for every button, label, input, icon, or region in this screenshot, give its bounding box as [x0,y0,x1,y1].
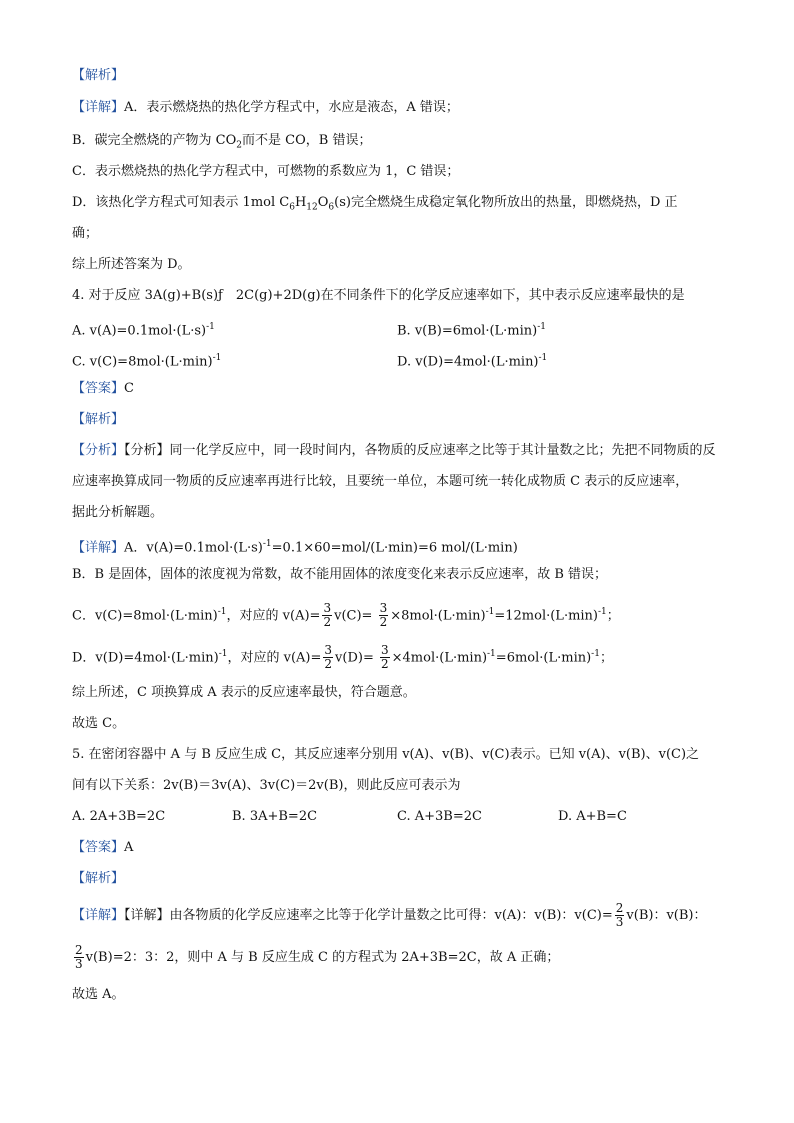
q4-detail-d-text4: =6mol·(L·min) [495,650,592,666]
q4-option-d [397,348,547,372]
q3-d-text2: (s)完全燃烧生成稳定氧化物所放出的热量，即燃烧热，D 正 [334,195,678,210]
q3-detail-b [72,131,734,156]
q4-option-c-text: C. v(C)=8mol·(L·min) [72,354,213,370]
q3-detail-d [72,193,734,218]
exponent: -1 [485,607,495,617]
analysis-tag-q5: 【解析】 [72,871,125,886]
q5-conclusion: 故选 A。 [72,987,125,1002]
exponent: -1 [537,322,547,332]
rate-vb: v(B) [85,950,113,965]
q4-detail-c: C．$v(C)=8mol\cdot(L\cdot\min)^{-1}$，对应的 v(A)= $\frac{3}{2}$ v(C)= $\frac{3}{2}$ $\times 8mol\cdot(L\cdot\min)^{-1}=12mol\cdot(L\cdot\min)^{-1}$； [72,601,620,630]
numerator: 3 [324,643,333,658]
q5-option-d: D. A+B=C [558,809,627,824]
exponent: -1 [217,607,227,617]
q3-detail-a [72,98,734,118]
numerator: 3 [381,643,389,658]
exponent: -1 [212,353,222,363]
q4-detail-b: B．B 是固体，固体的浓度视为常数，故不能用固体的浓度变化来表示反应速率，故 B 错误； [72,567,608,582]
fraction-two-thirds [615,902,625,929]
numerator: 3 [379,601,388,616]
fraction-three-halves-3 [323,644,333,671]
denominator: 2 [379,615,388,630]
analysis-tag-q4: 【解析】 [72,412,125,427]
q4-detail-a-text2: =0.1×60=mol/(L·min)=6 mol/(L·min) [271,540,518,556]
q5-answer-value: A [124,840,134,855]
analysis-tag-q3: 【解析】 [72,68,125,83]
exponent: -1 [262,539,272,549]
h-symbol: H [294,195,307,210]
o-subscript: 6 [328,202,335,213]
q4-detail-a-text: A．v(A)=0.1mol·(L·s) [124,540,263,556]
q4-detail-a [72,534,734,558]
q4-detail-d-text3: ×4mol·(L·min) [391,650,488,666]
denominator: 3 [75,957,83,971]
q5-stem-1: 5. 在密闭容器中 A 与 B 反应生成 C，其反应速率分别用 v(A)、v(B)、v(C)表示。已知 v(A)、v(B)、v(C)之 [72,747,700,762]
o-symbol: O [317,195,329,210]
q4-analysis-3: 据此分析解题。 [72,505,164,520]
q5-detail-1 [72,900,734,932]
exponent: -1 [218,649,228,659]
analyze-tag: 【分析】 [72,443,125,458]
q5-option-b: B. 3A+B=2C [232,809,318,824]
rate-vc: v(C) [334,608,362,624]
q4-detail-c-text2: ，对应的 v(A)= [226,608,321,624]
q3-conclusion: 综上所述答案为 D。 [72,257,191,272]
q5-detail-2 [72,942,734,974]
q4-analysis-1 [72,441,734,461]
q5-option-c: C. A+3B=2C [397,809,482,824]
q4-option-a [72,317,215,341]
exponent: -1 [487,649,496,659]
q4-conclusion-1: 综上所述，C 项换算成 A 表示的反应速率最快，符合题意。 [72,685,416,700]
q5-detail-2-text: =2：3：2，则中 A 与 B 反应生成 C 的方程式为 2A+3B=2C，故 A 正确； [112,950,560,965]
numerator: 2 [75,943,83,957]
semicolon: ； [606,608,620,624]
denominator: 3 [615,915,624,929]
h-subscript: 12 [306,202,318,213]
detail-tag: 【详解】 [72,908,125,923]
q4-option-b-text: B. v(B)=6mol·(L·min) [397,323,538,339]
q5-answer [72,838,734,858]
q4-answer [72,379,734,399]
q3-d-text: D．该热化学方程式可知表示 1mol C [72,195,290,210]
exponent: -1 [591,649,600,659]
q4-stem: 4. 对于反应 3A(g)+B(s)ƒ 2C(g)+2D(g)在不同条件下的化学反应速率如下，其中表示反应速率最快的是 [72,288,685,303]
q4-detail-d: D．$v(D)=4mol\cdot(L\cdot\min)^{-1}$，对应的 v(A)= $\frac{3}{2}$ v(D)= $\frac{3}{2}$ $\times 4mol\cdot(L\cdot\min)^{-1}=6mol\cdot(L\cdot\min)^{-1}$； [72,643,613,672]
q4-option-b [397,317,546,341]
q4-detail-c-text4: =12mol·(L·min) [494,608,599,624]
q4-option-a-text: A. v(A)=0.1mol·(L·s) [72,323,207,339]
q3-detail-c: C．表示燃烧热的热化学方程式中，可燃物的系数应为 1，C 错误； [72,164,460,179]
q4-conclusion-2: 故选 C。 [72,716,126,731]
q4-option-c [72,348,221,372]
numerator: 3 [323,601,332,616]
exponent: -1 [598,607,607,617]
q4-answer-value: C [124,381,134,396]
semicolon: ； [599,650,613,666]
fraction-two-thirds-2 [74,944,84,971]
denominator: 2 [323,615,332,630]
fraction-three-halves-2 [379,602,389,629]
q3-b-text: B．碳完全燃烧的产物为 CO [72,133,237,148]
q5-detail-1-text: 【详解】由各物质的化学反应速率之比等于化学计量数之比可得：v(A)：v(B)：v(C)= [124,908,613,923]
q3-detail-a-text: A．表示燃烧热的热化学方程式中，水应是液态，A 错误； [124,100,459,115]
co2-subscript: 2 [236,140,243,151]
q4-analysis-2: 应速率换算成同一物质的反应速率再进行比较，且要统一单位，本题可统一转化成物质 C 表示的反应速率， [72,474,689,489]
denominator: 2 [381,657,389,672]
fraction-three-halves-4 [380,644,390,671]
answer-tag: 【答案】 [72,840,125,855]
denominator: 2 [324,657,333,672]
rate-vb: v(B) [626,908,654,923]
q4-detail-c-text3: ×8mol·(L·min) [390,608,486,624]
exponent: -1 [206,322,215,332]
q5-stem-2: 间有以下关系：2v(B)＝3v(A)、3v(C)＝2v(B)，则此反应可表示为 [72,778,461,793]
detail-tag: 【详解】 [72,540,125,556]
q4-analysis-1-text: 【分析】同一化学反应中，同一段时间内，各物质的反应速率之比等于其计量数之比；先把不同物质的反 [124,443,716,458]
numerator: 2 [615,901,624,915]
q4-detail-d-text2: ，对应的 v(A)= [227,650,322,666]
q4-detail-c-text1: C．v(C)=8mol·(L·min) [72,608,218,624]
q3-detail-d-cont: 确； [72,226,99,241]
exponent: -1 [538,353,548,363]
q5-detail-1-text2: ：v(B)： [653,908,707,923]
q4-detail-d-text1: D．v(D)=4mol·(L·min) [72,650,219,666]
rate-vd: v(D) [335,650,363,666]
answer-tag: 【答案】 [72,381,125,396]
detail-tag: 【详解】 [72,100,125,115]
q4-option-d-text: D. v(D)=4mol·(L·min) [397,354,539,370]
q3-b-text2: 而不是 CO，B 错误； [242,133,372,148]
q5-option-a: A. 2A+3B=2C [72,809,166,824]
c-subscript: 6 [289,202,295,213]
fraction-three-halves [322,602,332,629]
